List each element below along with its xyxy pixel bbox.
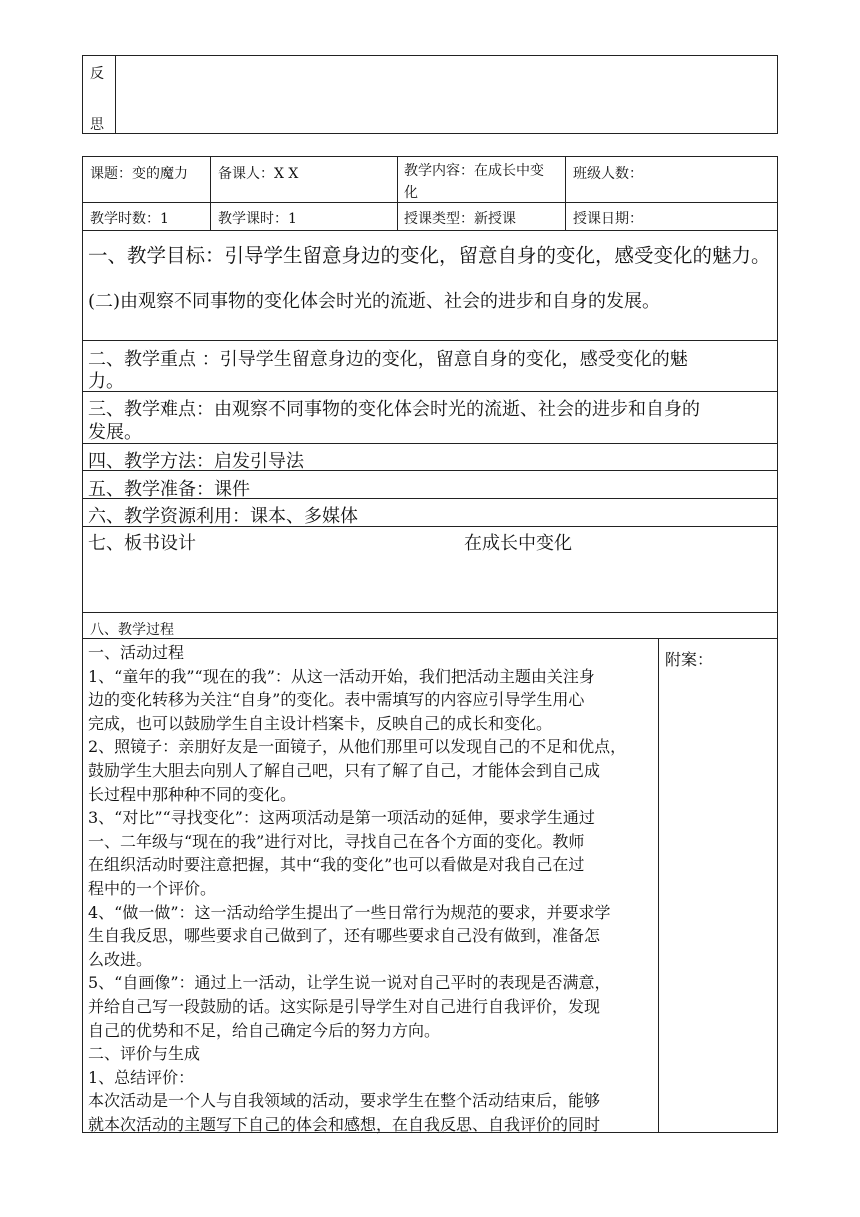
info-col-divider-3 — [565, 156, 566, 230]
goals-bottom-border — [82, 340, 778, 341]
process-line: 本次活动是一个人与自我领域的活动，要求学生在整个活动结束后，能够 — [88, 1091, 601, 1111]
process-line: 程中的一个评价。 — [88, 878, 217, 898]
content-cell-line1: 教学内容：在成长中变 — [404, 163, 544, 179]
process-line: 在组织活动时要注意把握，其中“我的变化”也可以看做是对我自己在过 — [88, 855, 585, 875]
process-line: 1、总结评价： — [88, 1067, 195, 1087]
reflection-label-top: 反 — [90, 66, 104, 82]
lesson-number-cell: 教学课时：1 — [218, 211, 297, 227]
process-header-border — [82, 638, 778, 639]
process-line: 并给自己写一段鼓励的话。这实际是引导学生对自己进行自我评价，发现 — [88, 996, 601, 1016]
process-line: 鼓励学生大胆去向别人了解自己吧，只有了解了自己，才能体会到自己成 — [88, 760, 601, 780]
process-appendix-divider — [658, 638, 659, 1133]
periods-cell: 教学时数：1 — [90, 211, 169, 227]
lesson-type-cell: 授课类型：新授课 — [404, 211, 516, 227]
method-bottom-border — [82, 470, 778, 471]
class-size-cell: 班级人数： — [573, 166, 643, 182]
teaching-method: 四、教学方法：启发引导法 — [88, 451, 304, 472]
info-bottom-border — [82, 230, 778, 231]
process-line: 自己的优势和不足，给自己确定今后的努力方向。 — [88, 1020, 441, 1040]
reflection-label-bottom: 思 — [90, 117, 104, 133]
process-line: 一、二年级与“现在的我”进行对比，寻找自己在各个方面的变化。教师 — [88, 831, 585, 851]
info-row-divider — [82, 202, 778, 203]
content-cell-line2: 化 — [404, 185, 418, 201]
reflection-divider — [115, 55, 116, 134]
reflection-table — [82, 55, 778, 134]
key-points-bottom-border — [82, 391, 778, 392]
process-line: 完成，也可以鼓励学生自主设计档案卡，反映自己的成长和变化。 — [88, 713, 553, 733]
process-line: 么改进。 — [88, 949, 153, 969]
resources-bottom-border — [82, 526, 778, 527]
board-design-title: 在成长中变化 — [464, 533, 572, 554]
board-bottom-border — [82, 612, 778, 613]
process-body — [88, 641, 626, 1136]
process-line: 2、照镜子：亲朋好友是一面镜子，从他们那里可以发现自己的不足和优点， — [88, 737, 627, 757]
date-cell: 授课日期： — [573, 211, 643, 227]
process-line: 边的变化转移为关注“自身”的变化。表中需填写的内容应引导学生用心 — [88, 690, 585, 710]
process-line: 5、“自画像”：通过上一活动，让学生说一说对自己平时的表现是否满意， — [88, 973, 611, 993]
appendix-label: 附案： — [665, 650, 714, 669]
process-header: 八、教学过程 — [90, 622, 174, 638]
process-line: 二、评价与生成 — [88, 1044, 201, 1064]
preparer-cell: 备课人：X X — [218, 166, 299, 182]
teaching-preparation: 五、教学准备：课件 — [88, 479, 250, 500]
process-line: 一、活动过程 — [88, 643, 185, 662]
difficulties-line1: 三、教学难点：由观察不同事物的变化体会时光的流逝、社会的进步和自身的 — [88, 399, 700, 420]
process-line: 就本次活动的主题写下自己的体会和感想，在自我反思、自我评价的同时 — [88, 1114, 601, 1134]
process-line: 生自我反思，哪些要求自己做到了，还有哪些要求自己没有做到，准备怎 — [88, 926, 601, 946]
difficulties-bottom-border — [82, 443, 778, 444]
process-line: 4、“做一做”：这一活动给学生提出了一些日常行为规范的要求，并要求学 — [88, 902, 611, 922]
teaching-resources: 六、教学资源利用：课本、多媒体 — [88, 506, 358, 527]
process-line: 长过程中那种种不同的变化。 — [88, 784, 297, 804]
info-col-divider-2 — [397, 156, 398, 230]
teaching-goal-line2: (二)由观察不同事物的变化体会时光的流逝、社会的进步和自身的发展。 — [88, 291, 661, 312]
info-col-divider-1 — [210, 156, 211, 230]
board-design-label: 七、板书设计 — [88, 533, 196, 554]
process-line: 3、“对比”“寻找变化”：这两项活动是第一项活动的延伸，要求学生通过 — [88, 808, 595, 828]
teaching-goal-line1: 一、教学目标：引导学生留意身边的变化，留意自身的变化，感受变化的魅力。 — [88, 244, 771, 267]
key-points-line2: 力。 — [88, 371, 124, 392]
key-points-line1: 二、教学重点 ：引导学生留意身边的变化，留意自身的变化，感受变化的魅 — [88, 349, 688, 370]
preparation-bottom-border — [82, 498, 778, 499]
process-line: 1、“童年的我”“现在的我”：从这一活动开始，我们把活动主题由关注身 — [88, 666, 595, 686]
difficulties-line2: 发展。 — [88, 422, 142, 443]
topic-cell: 课题：变的魔力 — [90, 166, 188, 182]
